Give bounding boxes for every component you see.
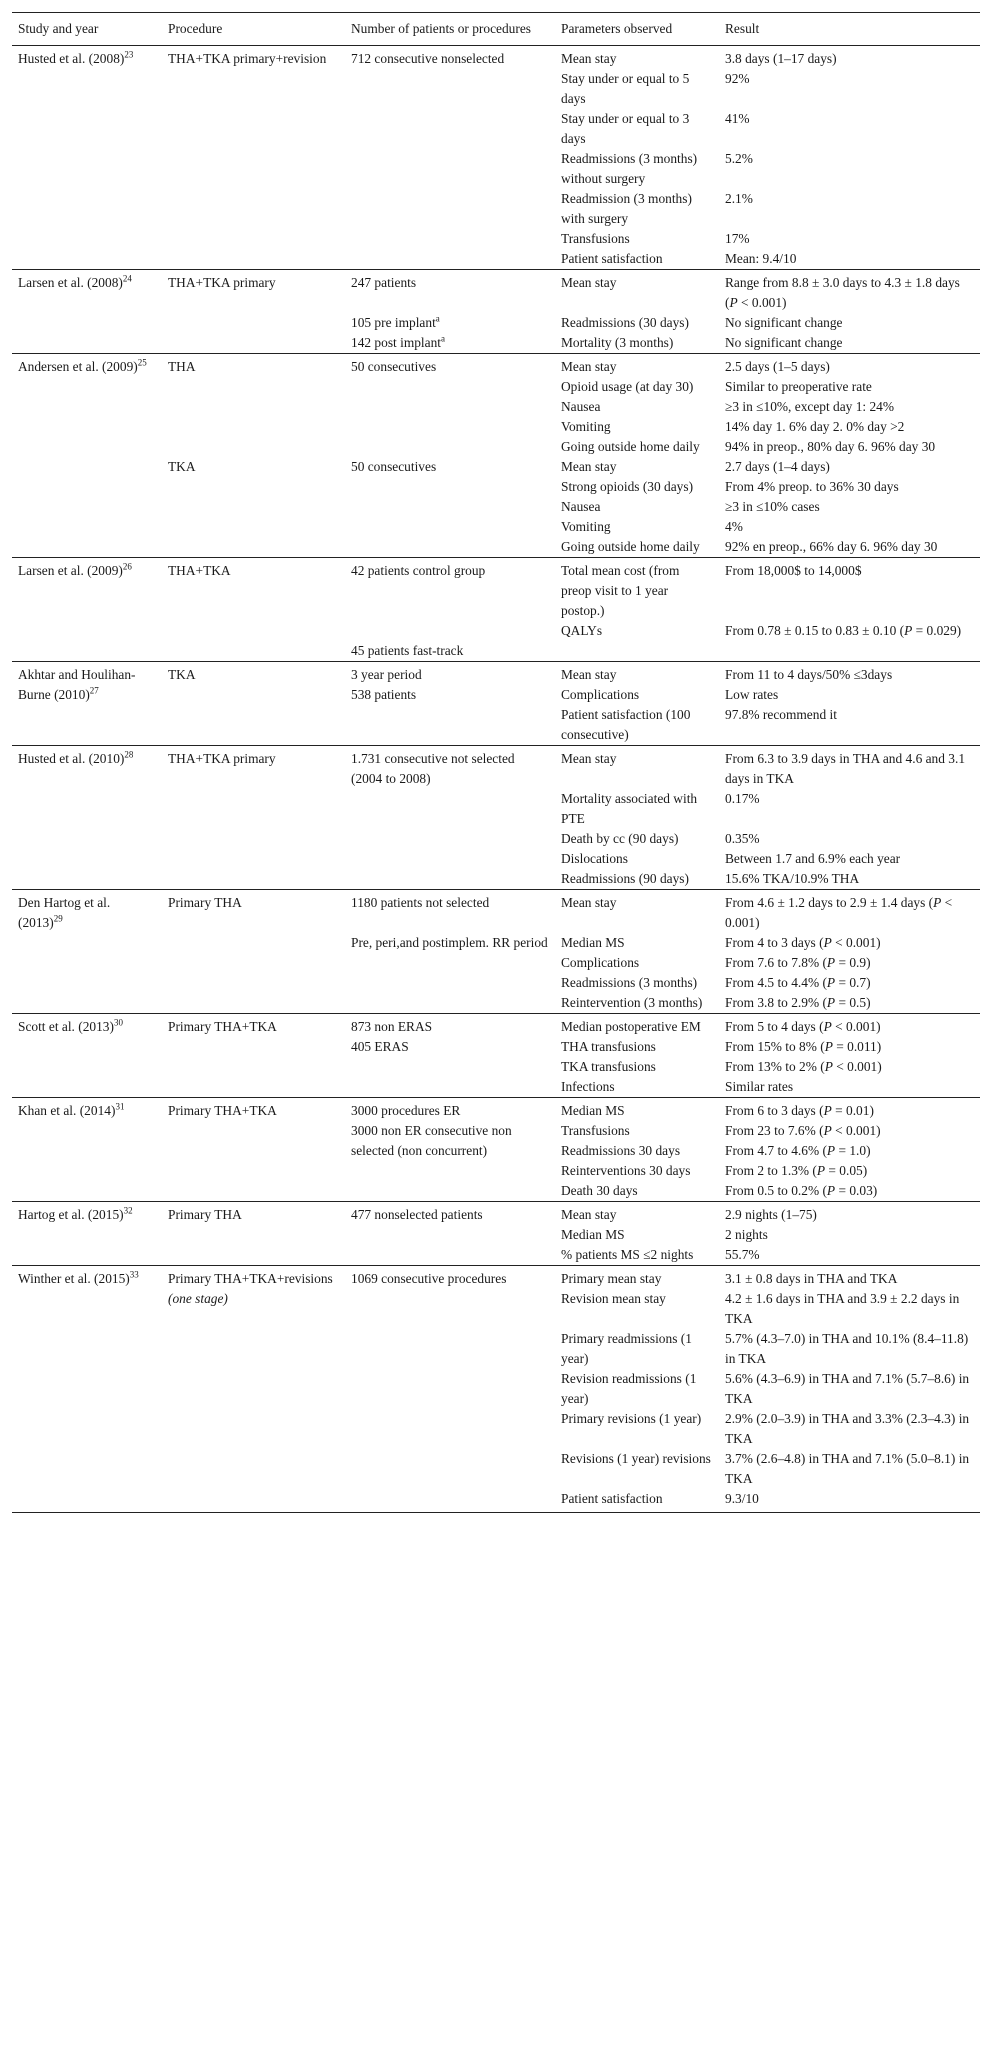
table-row <box>12 417 980 437</box>
procedure-cell: THA+TKA primary+revision <box>162 46 345 70</box>
procedure-cell: TKA <box>168 459 196 474</box>
table-row <box>12 849 980 869</box>
result-cell: Similar to preoperative rate <box>725 379 872 394</box>
result-cell: 14% day 1. 6% day 2. 0% day >2 <box>725 419 905 434</box>
result-cell: From 11 to 4 days/50% ≤3days <box>719 662 980 686</box>
parameter-cell: THA transfusions <box>561 1039 656 1054</box>
result-cell: 92% en preop., 66% day 6. 96% day 30 <box>725 539 938 554</box>
parameter-cell: Infections <box>561 1079 615 1094</box>
parameter-cell: Mortality (3 months) <box>561 335 674 350</box>
parameter-cell: Primary revisions (1 year) <box>561 1411 702 1426</box>
parameter-cell: Stay under or equal to 3 days <box>561 111 690 146</box>
result-cell: From 4.5 to 4.4% (P = 0.7) <box>725 975 871 990</box>
procedure-cell: THA+TKA primary <box>162 746 345 790</box>
parameter-cell: Mean stay <box>555 270 719 314</box>
parameter-cell: Readmissions (30 days) <box>561 315 689 330</box>
header-parameters: Parameters observed <box>555 13 719 46</box>
table-row <box>12 537 980 558</box>
study-cell: Andersen et al. $(2009)^{25}$ <box>12 354 162 378</box>
parameter-cell: Death by cc (90 days) <box>561 831 679 846</box>
result-cell: From 6.3 to 3.9 days in THA and 4.6 and 3.1 days in TKA <box>719 746 980 790</box>
results-table <box>12 12 980 1513</box>
table-row <box>12 149 980 189</box>
patients-cell: 3 year period <box>345 662 555 686</box>
study-cell: Husted et al. $(2008)^{23}$ <box>12 46 162 70</box>
patients-cell: 3000 non ER consecutive non selected (non concurrent) <box>351 1123 512 1158</box>
parameter-cell: Patient satisfaction <box>561 251 663 266</box>
procedure-cell: Primary THA <box>162 1202 345 1226</box>
patients-cell: 50 consecutives <box>351 459 437 474</box>
result-cell: From 0.5 to 0.2% (P = 0.03) <box>725 1183 878 1198</box>
result-cell: 2.9 nights (1–75) <box>719 1202 980 1226</box>
parameter-cell: Vomiting <box>561 519 611 534</box>
parameter-cell: Mean stay <box>555 354 719 378</box>
patients-cell: 45 patients fast-track <box>351 643 464 658</box>
result-cell: Between 1.7 and 6.9% each year <box>725 851 901 866</box>
table-row <box>12 1369 980 1409</box>
procedure-cell: THA+TKA primary <box>162 270 345 314</box>
parameter-cell: Readmissions (90 days) <box>561 871 689 886</box>
parameter-cell: Transfusions <box>561 1123 630 1138</box>
result-cell: ≥3 in ≤10%, except day 1: 24% <box>725 399 895 414</box>
results-table-container <box>12 12 980 1513</box>
table-row <box>12 789 980 829</box>
table-row <box>12 1037 980 1057</box>
parameter-cell: Nausea <box>561 399 601 414</box>
parameter-cell: Patient satisfaction (100 consecutive) <box>561 707 691 742</box>
study-cell: Den Hartog et al. $(2013)^{29}$ <box>12 890 162 934</box>
table-row <box>12 1449 980 1489</box>
parameter-cell: Patient satisfaction <box>555 1489 719 1513</box>
result-cell: From 7.6 to 7.8% (P = 0.9) <box>725 955 871 970</box>
table-row <box>12 397 980 417</box>
procedure-cell: Primary THA+TKA <box>162 1098 345 1122</box>
table-row <box>12 621 980 662</box>
parameter-cell: % patients MS ≤2 nights <box>561 1247 694 1262</box>
header-procedure: Procedure <box>162 13 345 46</box>
patients-cell: 405 ERAS <box>351 1039 409 1054</box>
study-cell: Scott et al. $(2013)^{30}$ <box>12 1014 162 1038</box>
table-row <box>12 457 980 477</box>
parameter-cell: Primary mean stay <box>555 1266 719 1290</box>
table-row <box>12 662 980 686</box>
result-cell: 5.7% (4.3–7.0) in THA and 10.1% (8.4–11.8) in TKA <box>725 1331 969 1366</box>
parameter-cell: Readmissions (3 months) <box>561 975 698 990</box>
result-cell: 5.6% (4.3–6.9) in THA and 7.1% (5.7–8.6) in TKA <box>725 1371 970 1406</box>
result-cell: 2.9% (2.0–3.9) in THA and 3.3% (2.3–4.3) in TKA <box>725 1411 970 1446</box>
parameter-cell: Readmissions (3 months) without surgery <box>561 151 698 186</box>
result-cell: 3.8 days (1–17 days) <box>719 46 980 70</box>
patients-cell: 873 non ERAS <box>345 1014 555 1038</box>
parameter-cell: Mortality associated with PTE <box>561 791 698 826</box>
table-row <box>12 1014 980 1038</box>
result-cell: From 13% to 2% (P < 0.001) <box>725 1059 882 1074</box>
patients-cell: 712 consecutive nonselected <box>345 46 555 70</box>
study-cell: Akhtar and Houlihan-Burne $(2010)^{27}$ <box>12 662 162 746</box>
result-cell: 5.2% <box>725 151 753 166</box>
procedure-cell: Primary THA+TKA <box>162 1014 345 1038</box>
parameter-cell: Going outside home daily <box>561 439 700 454</box>
table-row <box>12 1181 980 1202</box>
result-cell: 97.8% recommend it <box>725 707 837 722</box>
parameter-cell: Transfusions <box>561 231 630 246</box>
parameter-cell: Total mean cost (from preop visit to 1 year postop.) <box>555 558 719 622</box>
parameter-cell: Median postoperative EM <box>555 1014 719 1038</box>
parameter-cell: Nausea <box>561 499 601 514</box>
parameter-cell: Readmission (3 months) with surgery <box>561 191 692 226</box>
table-row <box>12 953 980 973</box>
result-cell: From 4 to 3 days (P < 0.001) <box>725 935 881 950</box>
procedure-cell: THA+TKA <box>162 558 345 622</box>
result-cell: 41% <box>725 111 750 126</box>
table-row <box>12 1266 980 1290</box>
parameter-cell: TKA transfusions <box>561 1059 656 1074</box>
patients-cell: 50 consecutives <box>345 354 555 378</box>
patients-cell: 142 post implant$^a$ <box>351 333 446 350</box>
header-patients: Number of patients or procedures <box>345 13 555 46</box>
result-cell: 9.3/10 <box>719 1489 980 1513</box>
result-cell: 2.7 days (1–4 days) <box>725 459 830 474</box>
parameter-cell: Stay under or equal to 5 days <box>561 71 690 106</box>
parameter-cell: Mean stay <box>555 46 719 70</box>
table-row <box>12 890 980 934</box>
result-cell: From 5 to 4 days (P < 0.001) <box>719 1014 980 1038</box>
table-row <box>12 1098 980 1122</box>
table-row <box>12 477 980 497</box>
parameter-cell: Revisions (1 year) revisions <box>561 1451 711 1466</box>
table-row <box>12 333 980 354</box>
result-cell: 4.2 ± 1.6 days in THA and 3.9 ± 2.2 days in TKA <box>725 1291 960 1326</box>
table-row <box>12 869 980 890</box>
result-cell: From 15% to 8% (P = 0.011) <box>725 1039 882 1054</box>
result-cell: Range from 8.8 ± 3.0 days to 4.3 ± 1.8 days (P < 0.001) <box>719 270 980 314</box>
parameter-cell: Going outside home daily <box>561 539 700 554</box>
table-row <box>12 497 980 517</box>
table-row <box>12 558 980 622</box>
study-cell: Winther et al. $(2015)^{33}$ <box>12 1266 162 1290</box>
parameter-cell: Primary readmissions (1 year) <box>561 1331 692 1366</box>
result-cell: 55.7% <box>725 1247 760 1262</box>
parameter-cell: Mean stay <box>561 459 617 474</box>
result-cell: 2 nights <box>725 1227 768 1242</box>
result-cell: From 18,000$ to 14,000$ <box>719 558 980 622</box>
patients-cell: 1.731 consecutive not selected (2004 to 2008) <box>345 746 555 790</box>
parameter-cell: Median MS <box>561 935 625 950</box>
table-row <box>12 1289 980 1329</box>
parameter-cell: Strong opioids (30 days) <box>561 479 694 494</box>
table-row <box>12 437 980 457</box>
table-row <box>12 109 980 149</box>
result-cell: 3.7% (2.6–4.8) in THA and 7.1% (5.0–8.1) in TKA <box>725 1451 970 1486</box>
result-cell: No significant change <box>725 335 843 350</box>
table-row <box>12 1202 980 1226</box>
table-row <box>12 189 980 229</box>
result-cell: From 4% preop. to 36% 30 days <box>725 479 899 494</box>
table-row <box>12 517 980 537</box>
header-study: Study and year <box>12 13 162 46</box>
table-row <box>12 933 980 953</box>
result-cell: From 6 to 3 days (P = 0.01) <box>719 1098 980 1122</box>
parameter-cell: Median MS <box>561 1227 625 1242</box>
table-row <box>12 1409 980 1449</box>
procedure-cell: THA <box>162 354 345 378</box>
parameter-cell: Median MS <box>555 1098 719 1122</box>
table-row <box>12 993 980 1014</box>
parameter-cell: Vomiting <box>561 419 611 434</box>
patients-cell: 1069 consecutive procedures <box>345 1266 555 1290</box>
result-cell: 2.1% <box>725 191 753 206</box>
parameter-cell: Revision mean stay <box>561 1291 666 1306</box>
table-row <box>12 829 980 849</box>
patients-cell: 247 patients <box>345 270 555 314</box>
patients-cell: 42 patients control group <box>345 558 555 622</box>
procedure-cell: TKA <box>162 662 345 686</box>
table-row <box>12 1057 980 1077</box>
table-row <box>12 973 980 993</box>
result-cell: From 0.78 ± 0.15 to 0.83 ± 0.10 (P = 0.029) <box>725 623 962 638</box>
result-cell: 92% <box>725 71 750 86</box>
result-cell: From 4.6 ± 1.2 days to 2.9 ± 1.4 days (P < 0.001) <box>719 890 980 934</box>
parameter-cell: Dislocations <box>561 851 628 866</box>
table-header-row <box>12 13 980 46</box>
parameter-cell: Mean stay <box>555 662 719 686</box>
study-cell: Hartog et al. $(2015)^{32}$ <box>12 1202 162 1226</box>
table-row <box>12 249 980 270</box>
table-row <box>12 1225 980 1245</box>
table-row <box>12 313 980 333</box>
result-cell: From 3.8 to 2.9% (P = 0.5) <box>725 995 871 1010</box>
result-cell: Similar rates <box>725 1079 794 1094</box>
result-cell: From 2 to 1.3% (P = 0.05) <box>725 1163 868 1178</box>
result-cell: 94% in preop., 80% day 6. 96% day 30 <box>725 439 936 454</box>
table-row <box>12 1489 980 1513</box>
parameter-cell: Death 30 days <box>561 1183 638 1198</box>
result-cell: From 4.7 to 4.6% (P = 1.0) <box>725 1143 871 1158</box>
result-cell: Mean: 9.4/10 <box>725 251 797 266</box>
table-row <box>12 46 980 70</box>
table-row <box>12 1077 980 1098</box>
patients-cell: 477 nonselected patients <box>345 1202 555 1226</box>
result-cell: Low rates <box>725 687 779 702</box>
parameter-cell: Complications <box>561 955 640 970</box>
procedure-cell: Primary THA+TKA+revisions (one stage) <box>162 1266 345 1330</box>
table-row <box>12 377 980 397</box>
result-cell: 3.1 ± 0.8 days in THA and TKA <box>719 1266 980 1290</box>
header-result: Result <box>719 13 980 46</box>
parameter-cell: Complications <box>561 687 640 702</box>
result-cell: 2.5 days (1–5 days) <box>719 354 980 378</box>
parameter-cell: Mean stay <box>555 746 719 790</box>
parameter-cell: Readmissions 30 days <box>561 1143 681 1158</box>
patients-cell: 1180 patients not selected <box>345 890 555 934</box>
table-row <box>12 746 980 790</box>
parameter-cell: Reintervention (3 months) <box>561 995 703 1010</box>
result-cell: From 23 to 7.6% (P < 0.001) <box>725 1123 881 1138</box>
table-row <box>12 69 980 109</box>
result-cell: No significant change <box>725 315 843 330</box>
study-cell: Husted et al. $(2010)^{28}$ <box>12 746 162 790</box>
result-cell: 17% <box>725 231 750 246</box>
result-cell: 15.6% TKA/10.9% THA <box>725 871 860 886</box>
study-cell: Khan et al. $(2014)^{31}$ <box>12 1098 162 1122</box>
table-row <box>12 270 980 314</box>
parameter-cell: Reinterventions 30 days <box>561 1163 691 1178</box>
table-row <box>12 1329 980 1369</box>
parameter-cell: QALYs <box>561 623 603 638</box>
parameter-cell: Mean stay <box>555 890 719 934</box>
table-row <box>12 1121 980 1141</box>
table-row <box>12 354 980 378</box>
study-cell: Larsen et al. $(2009)^{26}$ <box>12 558 162 622</box>
table-row <box>12 1245 980 1266</box>
parameter-cell: Mean stay <box>555 1202 719 1226</box>
patients-cell: 105 pre implant$^a$ <box>351 313 440 330</box>
patients-cell: Pre, peri,and postimplem. RR period <box>351 935 548 950</box>
parameter-cell: Revision readmissions (1 year) <box>561 1371 697 1406</box>
result-cell: 0.17% <box>725 791 760 806</box>
result-cell: ≥3 in ≤10% cases <box>725 499 820 514</box>
table-row <box>12 229 980 249</box>
study-cell: Larsen et al. $(2008)^{24}$ <box>12 270 162 314</box>
result-cell: 0.35% <box>725 831 760 846</box>
patients-cell: 3000 procedures ER <box>345 1098 555 1122</box>
procedure-cell: Primary THA <box>162 890 345 934</box>
patients-cell: 538 patients <box>351 687 417 702</box>
result-cell: 4% <box>725 519 743 534</box>
parameter-cell: Opioid usage (at day 30) <box>561 379 694 394</box>
